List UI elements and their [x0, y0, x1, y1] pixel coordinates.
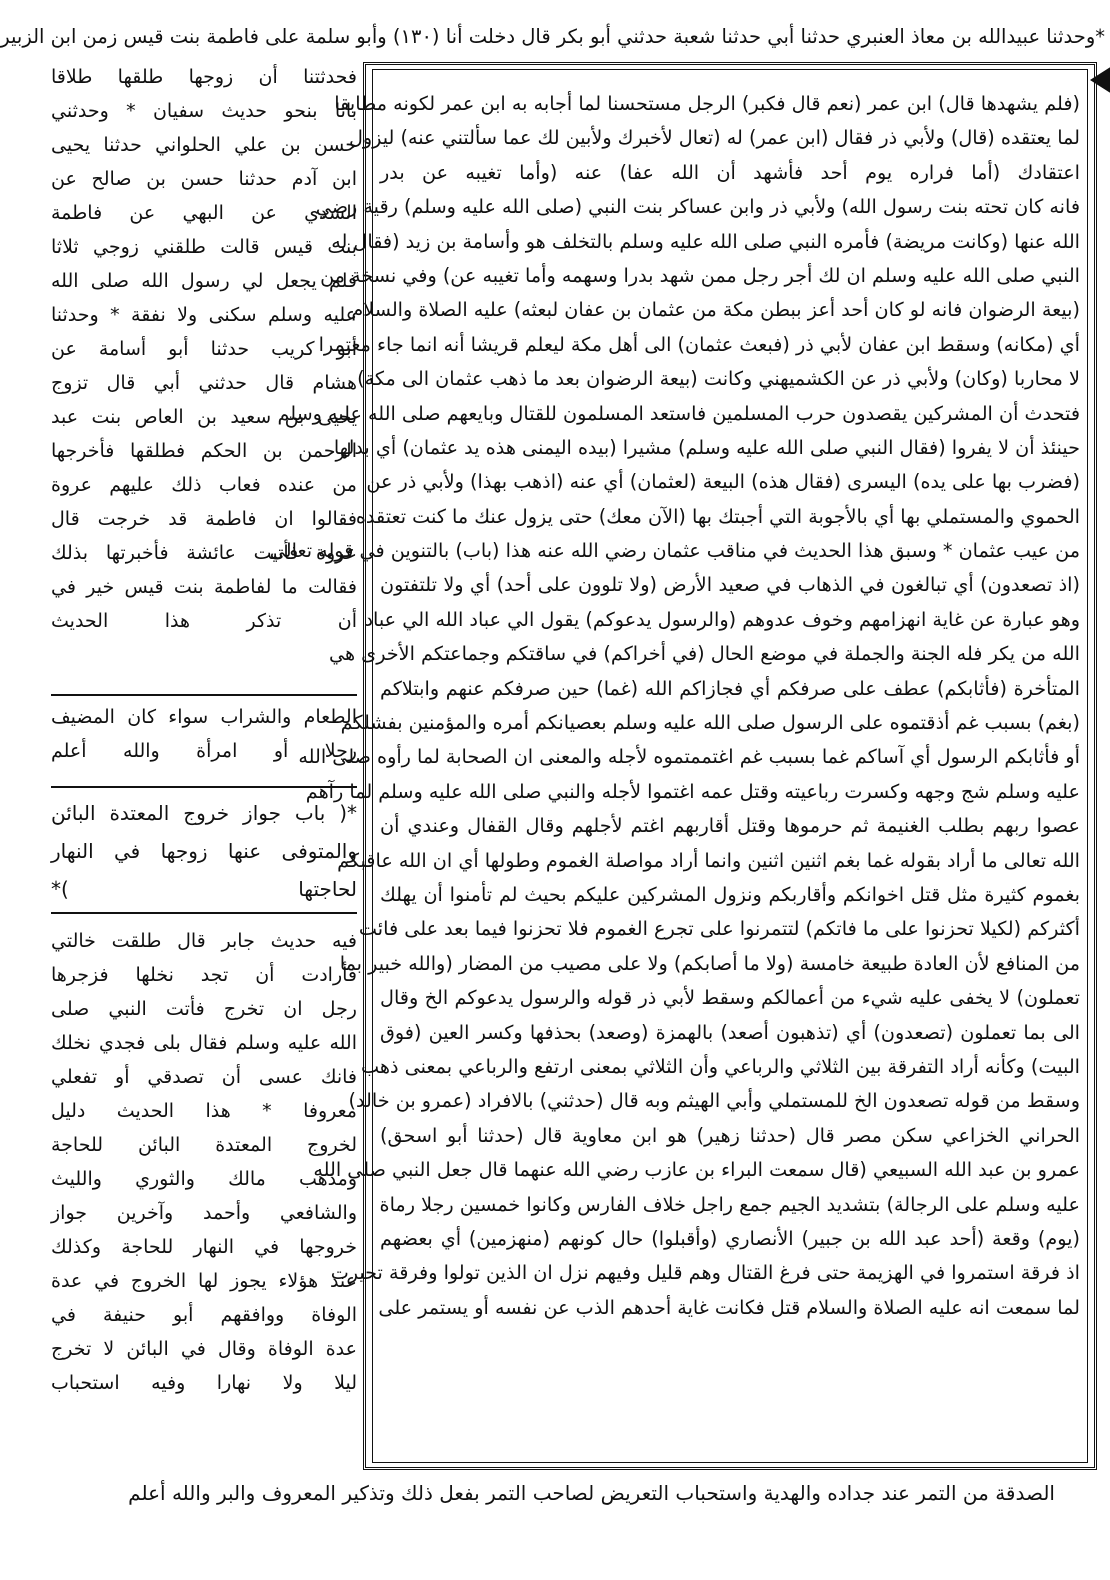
commentary-line: عصوا ربهم بطلب الغنيمة ثم حرموها وقتل أقاربهم اغتم لأجلهم وقال القفال وعندي أن [380, 814, 1080, 838]
commentary-line: الحراني الخزاعي سكن مصر قال (حدثنا زهير) هو ابن معاوية قال (حدثنا أبو اسحق) [380, 1123, 1080, 1147]
divider-rule [51, 912, 357, 914]
commentary-line: البيت) وكأنه أراد التفرقة بين الثلاثي والرباعي وأن الثلاثي بمعنى ارتفع والرباعي بمعنى ذهب [361, 1054, 1080, 1078]
page-header-line: *وحدثنا عبيدالله بن معاذ العنبري حدثنا أبي حدثنا شعبة حدثني أبو بكر قال دخلت أنا (١٣٠) وأبو سلمة على فاطمة بنت قيس زمن ابن الزبير [0, 25, 1105, 48]
commentary-line: أو فأثابكم الرسول أي آساكم غما بسبب غم اغتممتموه لأجله والمعنى ان الصحابة لما رأوه صلى الله [298, 745, 1080, 769]
commentary-line: بغموم كثيرة مثل قتل اخوانكم وأقاربكم ونزول المشركين عليكم بحيث لم تأمنوا أن يهلك [380, 882, 1080, 906]
commentary-line: الى بما تعملون (تصعدون) أي (تذهبون أصعد) بالهمزة (وصعد) بحذفها وكسر العين (فوق [380, 1020, 1080, 1044]
commentary-line: حينئذ أن لا يفروا (فقال النبي صلى الله عليه وسلم) مشيرا (بيده اليمنى هذه يد عثمان) أي بدلها [333, 435, 1080, 459]
side-text-line: أن تذكر هذا الحديث [51, 610, 357, 632]
commentary-line: اعتقادك (أما فراره يوم أحد فأشهد أن الله عفا) عنه (وأما تغيبه عن بدر [380, 160, 1080, 184]
commentary-line: (بغم) بسبب غم أذقتموه على الرسول صلى الله عليه وسلم بعصيانكم أمره والمؤمنين بفشلكم [340, 711, 1080, 735]
side-text-line: فأرادت أن تجد نخلها فزجرها [51, 964, 357, 986]
side-text-line: والشافعي وأحمد وآخرين جواز [51, 1202, 357, 1224]
commentary-line: أكثركم (لكيلا تحزنوا على ما فاتكم) لتتمرنوا على تجرع الغموم فلا تحزنوا فيما بعد على فائت [358, 917, 1080, 941]
side-text-line: معروفا * هذا الحديث دليل [51, 1100, 357, 1122]
side-text-line: يحيى بن سعيد بن العاص بنت عبد [51, 406, 357, 428]
commentary-frame [269, 62, 1097, 1470]
commentary-line: الحموي والمستملي بها أي بالأجوبة التي أجبتك بها (الآن معك) حتى يزول عنك ما كنت تعتقده [355, 504, 1080, 528]
side-text-line: فيه حديث جابر قال طلقت خالتي [51, 930, 357, 952]
side-text-line: ومذهب مالك والثوري والليث [51, 1168, 357, 1190]
chapter-heading-line: والمتوفى عنها زوجها في النهار [51, 839, 357, 863]
commentary-line: عمرو بن عبد الله السبيعي (قال سمعت البراء بن عازب رضي الله عنهما قال جعل النبي صلى الله [313, 1158, 1080, 1182]
side-text-line: رجلا أو امرأة والله أعلم [51, 740, 357, 762]
commentary-line: الله عنها (وكانت مريضة) فأمره النبي صلى الله عليه وسلم بالتخلف هو وأسامة بن زيد (فقال له [331, 229, 1080, 253]
side-text-line: فحدثتنا أن زوجها طلقها طلاقا [51, 66, 357, 88]
side-text-line: بنت قيس قالت طلقني زوجي ثلاثا [51, 236, 357, 258]
side-text-line: الطعام والشراب سواء كان المضيف [51, 706, 357, 728]
commentary-text [269, 87, 1080, 1325]
commentary-line: وسقط من قوله تصعدون الخ للمستملي وأبي الهيثم وبه قال (حدثني) بالافراد (عمرو بن خالد) [348, 1089, 1080, 1113]
commentary-line: لما سمعت انه عليه الصلاة والسلام قتل فكانت غاية أحدهم الذب عن نفسه أو يستمر على [378, 1295, 1080, 1319]
side-text-line: خروجها في النهار للحاجة وكذلك [51, 1236, 357, 1258]
commentary-line: (بيعة الرضوان فانه لو كان أحد أعز ببطن مكة من عثمان بن عفان لبعثه) عليه الصلاة والسلام [351, 298, 1080, 322]
side-text-line: الوفاة ووافقهم أبو حنيفة في [51, 1304, 357, 1326]
commentary-line: من المنافع لأن العادة طبيعة خامسة (ولا ما أصابكم) ولا على مصيب من المضار (والله خبير بما [339, 951, 1080, 975]
divider-rule [51, 786, 357, 788]
commentary-line: فانه كان تحته بنت رسول الله) ولأبي ذر وابن عساكر بنت النبي (صلى الله عليه وسلم) رقية رضي [315, 195, 1080, 219]
side-hadith-text-top [51, 60, 357, 638]
side-commentary-text-bottom [51, 924, 357, 1400]
commentary-line: الله من يكر فله الجنة والجملة في موضع الحال (في أخراكم) في ساقتكم وجماعتكم الأخرى هي [328, 642, 1080, 666]
side-text-line: عليه وسلم سكنى ولا نفقة * وحدثنا [51, 304, 357, 326]
side-commentary-ending [51, 700, 357, 768]
commentary-line: لا محاربا (وكان) ولأبي ذر عن الكشميهني وكانت (بيعة الرضوان بعد ما ذهب عثمان الى مكة) [357, 367, 1080, 391]
commentary-line: (يوم) وقعة (أحد عبد الله بن جبير) الأنصاري (وأقبلوا) حال كونهم (منهزمين) أي بعضهم [380, 1226, 1080, 1250]
side-text-line: حسن بن علي الحلواني حدثنا يحيى [51, 134, 357, 156]
commentary-line: لما يعتقده (قال) ولأبي ذر فقال (ابن عمر) له (تعال لأخبرك ولأبين لك عما سألتني عنه) ليزول [348, 126, 1080, 150]
divider-rule [51, 694, 357, 696]
side-text-line: ليلا ولا نهارا وفيه استحباب [51, 1372, 357, 1394]
chapter-heading [51, 794, 357, 908]
side-text-line: فقالوا ان فاطمة قد خرجت قال [51, 508, 357, 530]
side-text-line: لخروج المعتدة البائن للحاجة [51, 1134, 357, 1156]
commentary-line: أي (مكانه) وسقط ابن عفان لأبي ذر (فبعث عثمان) الى أهل مكة ليعلم قريشا أنه انما جاء معتمرا [318, 332, 1080, 356]
side-text-line: السدي عن البهي عن فاطمة [51, 202, 357, 224]
commentary-line: من عيب عثمان * وسبق هذا الحديث في مناقب عثمان رضي الله عنه هذا (باب) بالتنوين في قوله تعالى [269, 539, 1080, 563]
commentary-line: عليه وسلم على الرجالة) بتشديد الجيم جمع راجل خلاف الفارس وكانوا خمسين رجلا رماة [379, 1192, 1080, 1216]
side-text-line: عروة فأتيت عائشة فأخبرتها بذلك [51, 542, 357, 564]
side-text-line: من عنده فعاب ذلك عليهم عروة [51, 474, 357, 496]
commentary-line: تعملون) لا يخفى عليه شيء من أعمالكم وسقط لأبي ذر قوله والرسول يدعوكم الخ وقال [380, 986, 1080, 1010]
commentary-line: عليه وسلم شج وجهه وكسرت رباعيته وقتل عمه اغتموا لأجله والنبي صلى الله عليه وسلم لما رآهم [305, 779, 1080, 803]
commentary-line: فتحدث أن المشركين يقصدون حرب المسلمين فاستعد المسلمون للقتال وبايعهم صلى الله عليه وسلم [277, 401, 1080, 425]
side-text-line: الرحمن بن الحكم فطلقها فأخرجها [51, 440, 357, 462]
corner-arrow-mark [1090, 66, 1110, 94]
page-footer-line: الصدقة من التمر عند جداده والهدية واستحباب التعريض لصاحب التمر بفعل ذلك وتذكير المعروف والبر والله أعلم [128, 1481, 1055, 1505]
chapter-heading-line: *( باب جواز خروج المعتدة البائن [51, 801, 357, 825]
commentary-line: المتأخرة (فأثابكم) عطف على صرفكم أي فجازاكم الله (غما) حين صرفكم عنهم وابتلاكم [380, 676, 1080, 700]
side-text-line: فانك عسى أن تصدقي أو تفعلي [51, 1066, 357, 1088]
commentary-line: (فلم يشهدها قال) ابن عمر (نعم قال فكبر) الرجل مستحسنا لما أجابه به ابن عمر لكونه مطابقا [334, 92, 1080, 115]
side-text-line: أبو كريب حدثنا أبو أسامة عن [51, 338, 357, 360]
side-text-line: عند هؤلاء يجوز لها الخروج في عدة [51, 1270, 357, 1292]
commentary-line: النبي صلى الله عليه وسلم ان لك أجر رجل ممن شهد بدرا وسهمه وأما تغيبه عن) وفي نسخة من [320, 263, 1080, 287]
side-text-line: فلم يجعل لي رسول الله صلى الله [51, 270, 357, 292]
commentary-line: (اذ تصعدون) أي تبالغون في الذهاب في صعيد الأرض (ولا تلوون على أحد) أي ولا تلتفتون [380, 573, 1080, 597]
commentary-line: وهو عبارة عن غاية انهزامهم وخوف عدوهم (والرسول يدعوكم) يقول الي عباد الله الي عباد [364, 607, 1080, 631]
side-text-line: باتا بنحو حديث سفيان * وحدثني [51, 100, 357, 122]
commentary-line: اذ فرقة استمروا في الهزيمة حتى فرغ القتال وهم قليل وفيهم نزل ان الذين تولوا وفرقة تحيرت [330, 1261, 1080, 1285]
chapter-heading-line: لحاجتها )* [51, 877, 357, 901]
commentary-line: (فضرب بها على يده) اليسرى (فقال هذه) البيعة (لعثمان) أي عنه (اذهب بهذا) ولأبي ذر عن [366, 470, 1080, 494]
side-text-line: هشام قال حدثني أبي قال تزوج [51, 372, 357, 394]
side-text-line: الله عليه وسلم فقال بلى فجدي نخلك [51, 1032, 357, 1054]
side-text-line: فقالت ما لفاطمة بنت قيس خير في [51, 576, 357, 598]
commentary-line: الله تعالى ما أراد بقوله غما بغم اثنين اثنين وانما أراد مواصلة الغموم وطولها أي ان الله عاقبكم [337, 848, 1080, 872]
side-text-line: عدة الوفاة وقال في البائن لا تخرج [51, 1338, 357, 1360]
side-text-line: ابن آدم حدثنا حسن بن صالح عن [51, 168, 357, 190]
side-text-line: رجل ان تخرج فأتت النبي صلى [51, 998, 357, 1020]
